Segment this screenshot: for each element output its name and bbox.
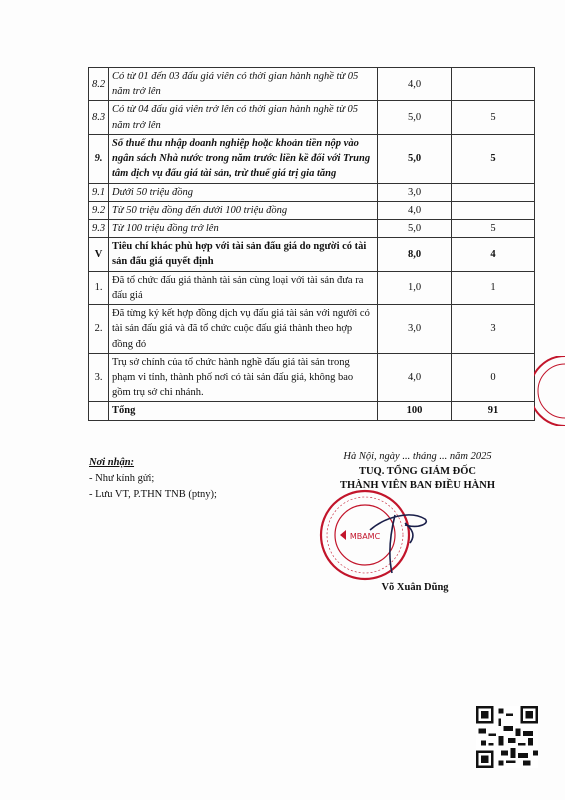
row-max-score: 3,0 xyxy=(378,305,452,354)
row-actual-score: 5 xyxy=(452,101,535,134)
row-content: Đã tổ chức đấu giá thành tài sản cùng loại với tài sản đưa ra đấu giá xyxy=(109,271,378,304)
row-max-score: 1,0 xyxy=(378,271,452,304)
total-number xyxy=(89,402,109,420)
row-content: Từ 50 triệu đồng đến dưới 100 triệu đồng xyxy=(109,201,378,219)
table-row xyxy=(89,219,535,237)
table-row xyxy=(89,201,535,219)
side-stamp-icon xyxy=(534,356,565,426)
row-actual-score: 1 xyxy=(452,271,535,304)
recipient-line: - Như kính gửi; xyxy=(89,472,155,484)
criteria-table xyxy=(88,67,535,421)
total-actual-score: 91 xyxy=(452,402,535,420)
row-number: V xyxy=(89,238,109,271)
table-row xyxy=(89,353,535,402)
row-content: Từ 100 triệu đồng trở lên xyxy=(109,219,378,237)
row-number: 1. xyxy=(89,271,109,304)
row-max-score: 5,0 xyxy=(378,219,452,237)
row-number: 9.3 xyxy=(89,219,109,237)
recipients xyxy=(89,455,217,502)
row-actual-score: 5 xyxy=(452,219,535,237)
table-row xyxy=(89,183,535,201)
signature-date: Hà Nội, ngày ... tháng ... năm 2025 xyxy=(343,451,492,462)
row-actual-score: 4 xyxy=(452,238,535,271)
row-number: 2. xyxy=(89,305,109,354)
total-label: Tổng xyxy=(109,402,378,420)
row-max-score: 3,0 xyxy=(378,183,452,201)
row-actual-score: 5 xyxy=(452,134,535,183)
total-row xyxy=(89,402,535,420)
row-max-score: 5,0 xyxy=(378,101,452,134)
row-number: 9.2 xyxy=(89,201,109,219)
table-row xyxy=(89,101,535,134)
row-number: 3. xyxy=(89,353,109,402)
row-content: Dưới 50 triệu đồng xyxy=(109,183,378,201)
total-max-score: 100 xyxy=(378,402,452,420)
row-number: 9.1 xyxy=(89,183,109,201)
table-row xyxy=(89,271,535,304)
seal-logo-text: MBAMC xyxy=(349,532,381,541)
row-number: 8.3 xyxy=(89,101,109,134)
row-content: Có từ 04 đấu giá viên trở lên có thời gian hành nghề từ 05 năm trở lên xyxy=(109,101,378,134)
row-actual-score xyxy=(452,183,535,201)
handwritten-signature xyxy=(350,495,440,575)
row-actual-score xyxy=(452,201,535,219)
row-number: 8.2 xyxy=(89,68,109,101)
row-number: 9. xyxy=(89,134,109,183)
table-row xyxy=(89,68,535,101)
row-content: Trụ sở chính của tổ chức hành nghề đấu giá tài sản trong phạm vi tỉnh, thành phố nơi có tài sản đấu giá, không bao gồm trụ sở chi nhánh. xyxy=(109,353,378,402)
row-content: Đã từng ký kết hợp đồng dịch vụ đấu giá tài sản với người có tài sản đấu giá và đã tổ chức cuộc đấu giá thành theo hợp đồng đó xyxy=(109,305,378,354)
signer-name: Võ Xuân Dũng xyxy=(381,582,449,593)
table-row xyxy=(89,305,535,354)
row-content: Tiêu chí khác phù hợp với tài sản đấu giá do người có tài sản đấu giá quyết định xyxy=(109,238,378,271)
row-actual-score: 0 xyxy=(452,353,535,402)
signature-title-2: THÀNH VIÊN BAN ĐIỀU HÀNH xyxy=(340,480,495,492)
recipient-line: - Lưu VT, P.THN TNB (ptny); xyxy=(89,488,217,500)
row-content: Có từ 01 đến 03 đấu giá viên có thời gian hành nghề từ 05 năm trở lên xyxy=(109,68,378,101)
row-max-score: 4,0 xyxy=(378,201,452,219)
recipients-title: Nơi nhận: xyxy=(89,457,135,468)
table-row xyxy=(89,134,535,183)
row-max-score: 8,0 xyxy=(378,238,452,271)
row-actual-score xyxy=(452,68,535,101)
qr-code-icon xyxy=(476,706,538,768)
row-actual-score: 3 xyxy=(452,305,535,354)
row-max-score: 4,0 xyxy=(378,68,452,101)
signature-title-1: TUQ. TỔNG GIÁM ĐỐC xyxy=(358,465,477,477)
row-max-score: 5,0 xyxy=(378,134,452,183)
row-max-score: 4,0 xyxy=(378,353,452,402)
row-content: Số thuế thu nhập doanh nghiệp hoặc khoản tiền nộp vào ngân sách Nhà nước trong năm trước liền kề đối với Trung tâm dịch vụ đấu giá tài sản, trừ thuế giá trị gia tăng xyxy=(109,134,378,183)
table-row xyxy=(89,238,535,271)
